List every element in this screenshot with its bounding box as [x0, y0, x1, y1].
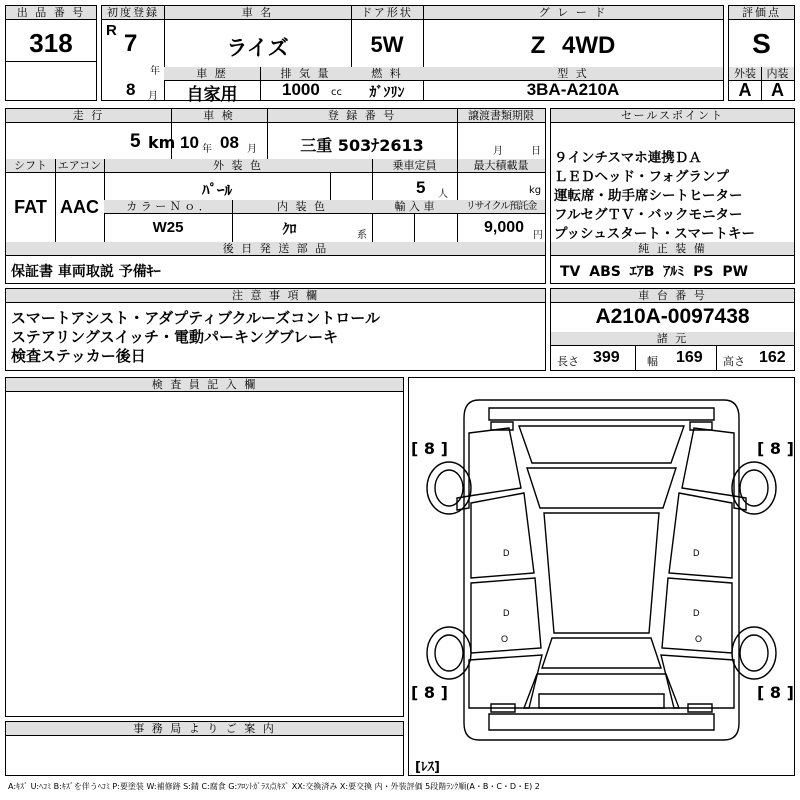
shift-value: FAT	[14, 197, 47, 217]
inspector-label: 検 査 員 記 入 欄	[6, 378, 403, 392]
car-name-value: ライズ	[226, 36, 289, 60]
capacity-value: 5	[416, 178, 426, 197]
transfer-day-unit: 日	[531, 146, 541, 157]
sales-point-line: 運転席・助手席シートヒーター	[554, 188, 743, 204]
office-box	[5, 721, 404, 776]
lot-number: 318	[29, 28, 73, 58]
fender-fr	[682, 428, 734, 496]
svg-text:O: O	[695, 634, 703, 644]
door-value: 5W	[370, 32, 404, 57]
history-value: 自家用	[186, 85, 238, 105]
door-fl	[471, 493, 534, 578]
legend: A:ｷｽﾞ U:ﾍｺﾐ B:ｷｽﾞを伴うﾍｺﾐ P:要塗装 W:補修跡 S:錆 C:腐食 G:ﾌﾛﾝﾄｶﾞﾗｽ点ｷｽﾞ XX:交換済み X:要交換 内・外装評価 5段階ﾗﾝｸ順(A・B・C・D・E) 2	[8, 782, 540, 791]
rear-plate	[539, 694, 664, 708]
max-load-unit: kg	[529, 185, 542, 196]
score-value: S	[752, 28, 771, 59]
first-reg-label: 初度登録	[102, 6, 164, 20]
quarter-rr	[661, 655, 734, 708]
ac-value: AAC	[60, 197, 99, 217]
lot-box	[5, 5, 97, 101]
score-box	[728, 5, 795, 101]
transfer-label: 譲渡書類期限	[457, 109, 545, 123]
notes-box	[5, 288, 546, 371]
score-ext-value: A	[738, 80, 752, 100]
grade-label: グ レ ー ド	[423, 6, 723, 20]
door-label: ドア形状	[351, 6, 423, 20]
info-box	[101, 5, 724, 105]
svg-text:D: D	[503, 608, 510, 618]
mileage-unit: km	[148, 133, 176, 152]
office-label: 事 務 局 よ り ご 案 内	[6, 722, 403, 736]
transfer-month-unit: 月	[493, 146, 503, 157]
rear-bumper	[489, 714, 714, 730]
sales-point-line: フルセグＴＶ・バックモニター	[554, 207, 743, 223]
notes-text	[11, 309, 541, 366]
sales-point-line: プッシュスタート・スマートキー	[554, 226, 756, 242]
grade-value: Z 4WD	[530, 32, 616, 59]
inspection-year-unit: 年	[202, 144, 212, 155]
tire-fl-value: [ 8 ]	[411, 439, 448, 458]
width-label: 幅	[647, 355, 658, 368]
inspection-month: 08	[220, 133, 239, 152]
chassis-value: A210A-0097438	[595, 305, 750, 328]
rear-glass	[542, 638, 661, 668]
first-reg-year-unit: 年	[150, 66, 160, 77]
tire-rl-value: [ 8 ]	[411, 683, 448, 702]
shift-label: シフト	[6, 159, 55, 173]
int-color-value: ｸﾛ	[282, 222, 297, 238]
windshield	[527, 468, 676, 508]
detail-box	[5, 108, 546, 284]
score-ext-label: 外装	[729, 67, 761, 81]
capacity-unit: 人	[438, 189, 448, 200]
length-label: 長さ	[557, 355, 579, 368]
car-name-label: 車 名	[164, 6, 351, 20]
height-value: 162	[759, 349, 786, 366]
model-value: 3BA-A210A	[526, 80, 620, 99]
plate-value: 三重 503ﾅ2613	[300, 136, 424, 155]
svg-text:O: O	[501, 634, 509, 644]
inspection-label: 車 検	[171, 109, 267, 123]
car-diagram	[409, 378, 794, 775]
svg-text:D: D	[693, 608, 700, 618]
spare-tire-value: [ﾚｽ]	[415, 760, 440, 775]
height-label: 高さ	[723, 355, 745, 368]
fuel-value: ｶﾞｿﾘﾝ	[369, 85, 405, 101]
import-label: 輸 入 車	[372, 200, 457, 214]
displacement-unit: cc	[331, 87, 342, 98]
displacement-value: 1000	[282, 80, 320, 99]
width-value: 169	[676, 349, 703, 366]
displacement-label: 排 気 量	[260, 67, 351, 81]
ext-color-value: ﾊﾟｰﾙ	[201, 181, 232, 199]
fuel-label: 燃 料	[351, 67, 423, 81]
first-reg-month-unit: 月	[148, 91, 158, 102]
chassis-box	[550, 288, 795, 371]
score-label: 評価点	[729, 6, 794, 20]
fender-fl	[469, 428, 521, 496]
note-line: ステアリングスイッチ・電動パーキングブレーキ	[11, 328, 339, 346]
color-no-value: W25	[152, 219, 184, 236]
mileage-value: 5	[130, 131, 141, 152]
max-load-label: 最大積載量	[457, 159, 545, 173]
later-parts-label: 後 日 発 送 部 品	[6, 242, 545, 256]
sales-point-line: ＬＥＤヘッド・フォグランプ	[554, 169, 729, 185]
equipment-value: TV ABS ｴｱB ｱﾙﾐ PS PW	[560, 264, 749, 280]
dims-label: 諸 元	[551, 332, 794, 346]
notes-label: 注 意 事 項 欄	[6, 289, 545, 303]
tire-fr-value: [ 8 ]	[757, 439, 794, 458]
score-int-value: A	[771, 80, 784, 100]
plate-label: 登 録 番 号	[267, 109, 457, 123]
car-diagram-box	[408, 377, 795, 776]
recycle-label: リサイクル預託金	[457, 200, 545, 214]
sales-point-line: ９インチスマホ連携ＤＡ	[554, 150, 702, 166]
equipment-label: 純 正 装 備	[551, 242, 794, 256]
score-int-label: 内装	[761, 67, 794, 81]
length-value: 399	[593, 349, 620, 366]
svg-text:D: D	[503, 548, 510, 558]
door-fr	[669, 493, 732, 578]
ac-label: エアコン	[55, 159, 104, 173]
recycle-value: 9,000	[484, 219, 525, 236]
note-line: 検査ステッカー後日	[11, 347, 146, 365]
int-color-unit: 系	[357, 230, 367, 241]
int-color-label: 内 装 色	[232, 200, 372, 214]
roof	[544, 513, 659, 633]
capacity-label: 乗車定員	[372, 159, 457, 173]
recycle-unit: 円	[533, 230, 543, 241]
tire-rr-value: [ 8 ]	[757, 683, 794, 702]
color-no-label: カ ラ ー Ｎ ｏ ．	[104, 200, 232, 214]
lot-label: 出 品 番 号	[6, 6, 96, 20]
later-parts-value: 保証書 車両取説 予備ｷｰ	[11, 264, 161, 280]
trunk	[524, 674, 679, 708]
inspector-box	[5, 377, 404, 717]
ext-color-label: 外 装 色	[104, 159, 372, 173]
model-label: 型 式	[423, 67, 723, 81]
first-reg-era: R	[106, 22, 117, 39]
inspection-year: 10	[180, 133, 199, 152]
first-reg-month: 8	[126, 80, 136, 99]
svg-text:D: D	[693, 548, 700, 558]
mileage-label: 走 行	[6, 109, 171, 123]
sales-points	[554, 149, 794, 244]
chassis-label: 車 台 番 号	[551, 289, 794, 303]
front-bumper	[489, 408, 714, 420]
hood	[519, 426, 684, 463]
inspection-month-unit: 月	[247, 144, 257, 155]
sales-box	[550, 108, 795, 284]
first-reg-year: 7	[124, 30, 138, 57]
quarter-rl	[469, 655, 542, 708]
note-line: スマートアシスト・アダプティブクルーズコントロール	[11, 309, 381, 327]
sales-label: セールスポイント	[551, 109, 794, 123]
history-label: 車 歴	[164, 67, 260, 81]
car-body-outline	[464, 400, 739, 740]
